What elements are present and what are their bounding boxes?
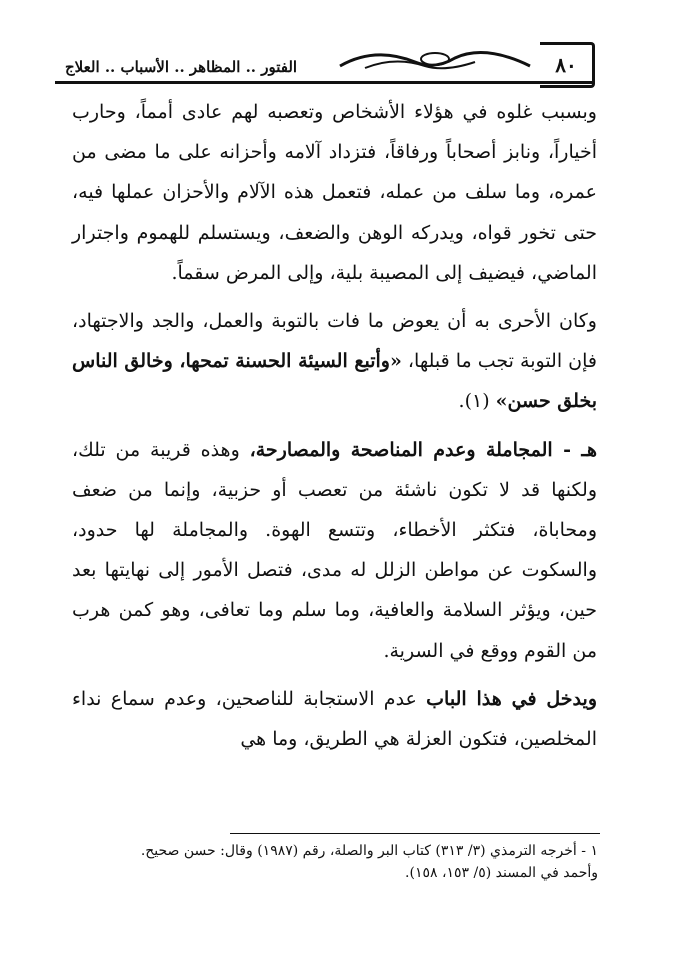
footnote-divider [230, 833, 600, 834]
text-run: عدم الاستجابة للناصحين، وعدم سماع نداء المخلصين، فتكون العزلة هي الطريق، وما هي [72, 687, 597, 751]
paragraph [72, 679, 597, 759]
footnote: وأحمد في المسند (٥/ ١٥٣، ١٥٨). [405, 865, 598, 881]
running-title: الفتور .. المظاهر .. الأسباب .. العلاج [65, 58, 298, 76]
paragraph [72, 430, 597, 671]
page-header [55, 36, 595, 88]
section-heading: هـ - المجاملة وعدم المناصحة والمصارحة، [249, 438, 597, 461]
ornament-icon [335, 44, 535, 74]
paragraph [72, 301, 597, 422]
text-run: وهذه قريبة من تلك، ولكنها قد لا تكون ناشئة من تعصب أو حزبية، وإنما من ضعف ومحاباة، فتكثر الأخطاء، وتتسع الهوة. والمجاملة لها حدود، والسكوت عن مواطن الزلل له مدى، فتصل الأمور إلى نهايتها بعد حين، ويؤثر السلامة والعافية، وما سلم وما تعافى، وهو كمن هرب من القوم ووقع في السرية. [72, 438, 597, 662]
footnote-marker: (١). [458, 390, 496, 413]
emphasis-run: ويدخل في هذا الباب [426, 687, 597, 710]
text-run: وبسبب غلوه في هؤلاء الأشخاص وتعصبه لهم عادى أمماً، وحارب أخياراً، ونابز أصحاباً ورفاقاً، فتزداد آلامه وأحزانه على ما مضى من عمره، وما سلف من عمله، فتعمل هذه الآلام والأحزان عملها فيه، حتى تخور قواه، ويدركه الوهن والضعف، ويستسلم للهموم واجترار الماضي، فيضيف إلى المصيبة بلية، وإلى المرض سقماً. [72, 101, 597, 284]
page-number: ٨٠ [540, 42, 595, 88]
paragraph [72, 92, 597, 293]
hadith-quote: «وأتبع السيئة الحسنة تمحها، وخالق الناس بخلق حسن» [72, 350, 597, 413]
footnote: ١ - أخرجه الترمذي (٣/ ٣١٣) كتاب البر والصلة، رقم (١٩٨٧) وقال: حسن صحيح. [140, 843, 598, 859]
header-rule [55, 81, 595, 84]
footnotes [68, 840, 598, 884]
text-run: وكان الأحرى به أن يعوض ما فات بالتوبة والعمل، والجد والاجتهاد، فإن التوبة تجب ما قبلها، [72, 310, 597, 373]
main-text [72, 92, 597, 759]
